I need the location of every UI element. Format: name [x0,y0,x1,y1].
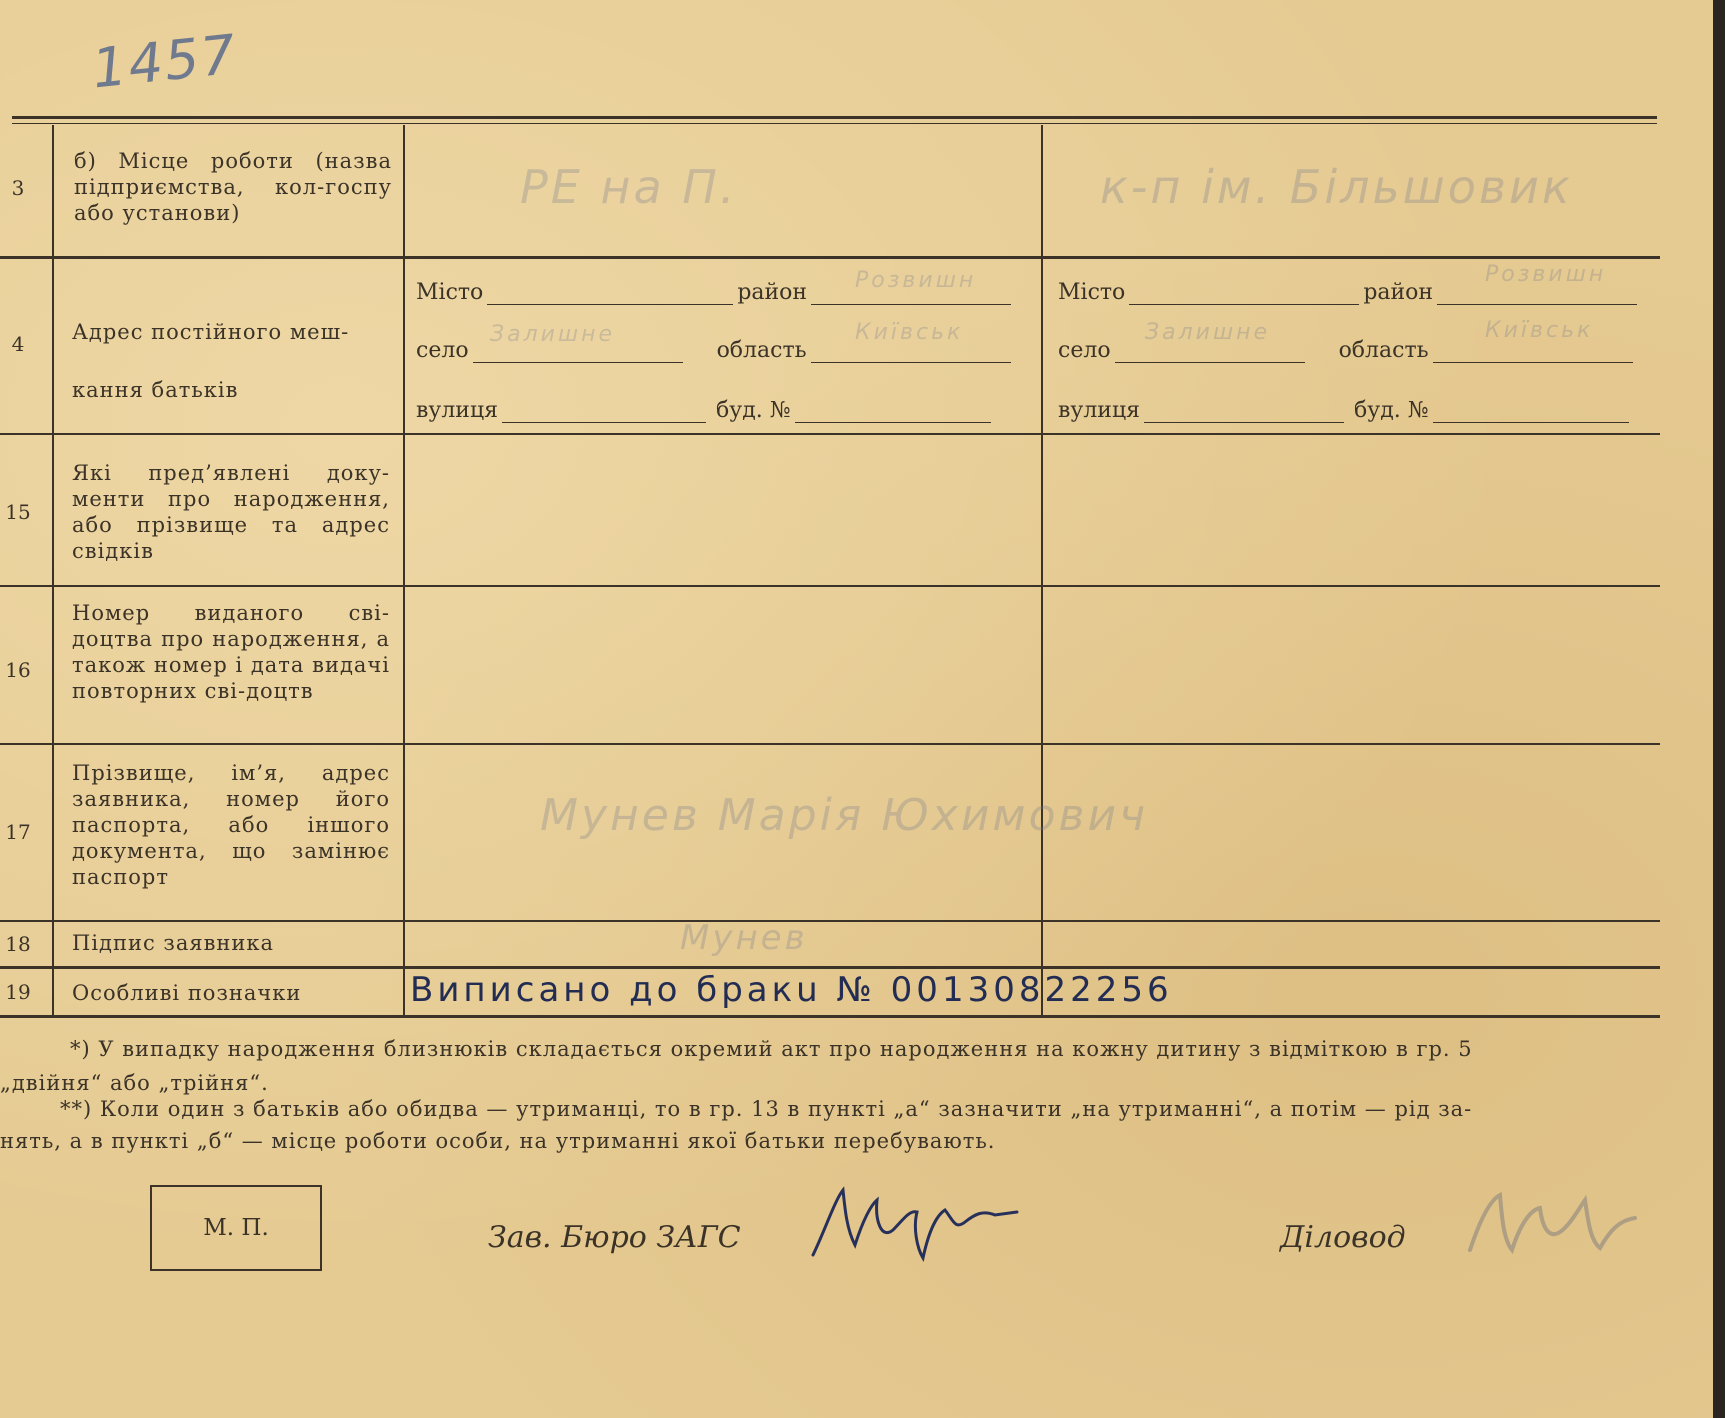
row-separator [0,920,1660,922]
clerk-signature [1460,1170,1650,1280]
faint-text: РЕ на П. [520,160,738,214]
faint-text: к-п ім. Більшовик [1100,160,1573,214]
stamp-label: М. П. [203,1215,269,1241]
column-divider [403,125,405,1015]
faint-text: Залишне [1145,320,1270,345]
district-label: район [1363,280,1434,305]
row-number: 3 [11,176,25,200]
faint-text: Мунев [680,918,808,958]
row-separator [0,256,1660,259]
blank-line [502,402,706,423]
row-number: 18 [5,932,31,956]
head-signature [805,1170,1020,1270]
blank-line [1115,342,1305,363]
stamp-place-box [150,1185,322,1271]
city-label: Місто [1058,280,1126,305]
blank-line [1433,342,1633,363]
head-title: Зав. Бюро ЗАГС [488,1220,741,1255]
scan-edge [1713,0,1725,1418]
footnote-line: *) У випадку народження близнюків складається окремий акт про народження на кожну дитину з відміткою в гр. 5 [70,1037,1473,1061]
blank-line [1129,284,1359,305]
row-number: 16 [5,658,31,682]
faint-text: Мунев Марія Юхимович [540,790,1149,841]
row-label: Прізвище, ім’я, адрес заявника, номер його паспорта, або іншого документа, що замінює паспорт [72,761,390,889]
row-label: Які пред’явлені доку-менти про народження, або прізвище та адрес свідків [72,461,390,563]
blank-line [1144,402,1344,423]
faint-text: Залишне [490,322,615,347]
footnote-line: **) Коли один з батьків або обидва — утриманці, то в гр. 13 в пункті „а“ зазначити „на утриманні“, а потім — рід за- [60,1097,1473,1121]
address-line [1058,398,1633,423]
faint-text: Київськ [855,320,964,345]
faint-text: Розвишн [855,268,977,293]
row-number: 15 [5,500,31,524]
row-label: Підпис заявника [72,931,275,955]
row-separator [0,966,1660,969]
row-separator [0,433,1660,435]
address-line [416,398,995,423]
row-label: б) Місце роботи (назва підприємства, кол-госпу або установи) [74,149,392,225]
handwritten-note: Виписано до бракu № 00130822256 [410,970,1173,1010]
footnote-line: „двійня“ або „трійня“. [0,1071,269,1095]
village-label: село [1058,338,1111,363]
row-label: Адрес постійного меш-кання батьків [72,320,350,402]
region-label: область [1338,338,1429,363]
faint-text: Київськ [1485,318,1594,343]
street-label: вулиця [1058,398,1140,423]
table-bottom-rule [0,1015,1660,1018]
blank-line [487,284,733,305]
column-divider [1041,125,1043,1015]
row-label: Особливі позначки [72,981,302,1005]
blank-line [1437,284,1637,305]
street-label: вулиця [416,398,498,423]
column-divider [52,125,54,1015]
row-number: 19 [5,980,31,1004]
city-label: Місто [416,280,484,305]
faint-text: Розвишн [1485,262,1607,287]
region-label: область [716,338,807,363]
row-label: Номер виданого сві-доцтва про народження, а також номер і дата видачі повторних сві-доцтв [72,601,390,703]
blank-line [811,342,1011,363]
village-label: село [416,338,469,363]
top-rule [12,116,1657,119]
row-separator [0,743,1660,745]
row-separator [0,585,1660,587]
house-label: буд. № [716,398,791,423]
archive-number: 1457 [89,22,241,101]
blank-line [1433,402,1629,423]
clerk-title: Діловод [1280,1220,1406,1255]
row-number: 17 [5,820,31,844]
footnote-line: нять, а в пункті „б“ — місце роботи особи, на утриманні якої батьки перебувають. [0,1129,996,1153]
row-number: 4 [11,332,25,356]
house-label: буд. № [1354,398,1429,423]
top-rule-thin [12,123,1657,124]
blank-line [795,402,991,423]
district-label: район [737,280,808,305]
